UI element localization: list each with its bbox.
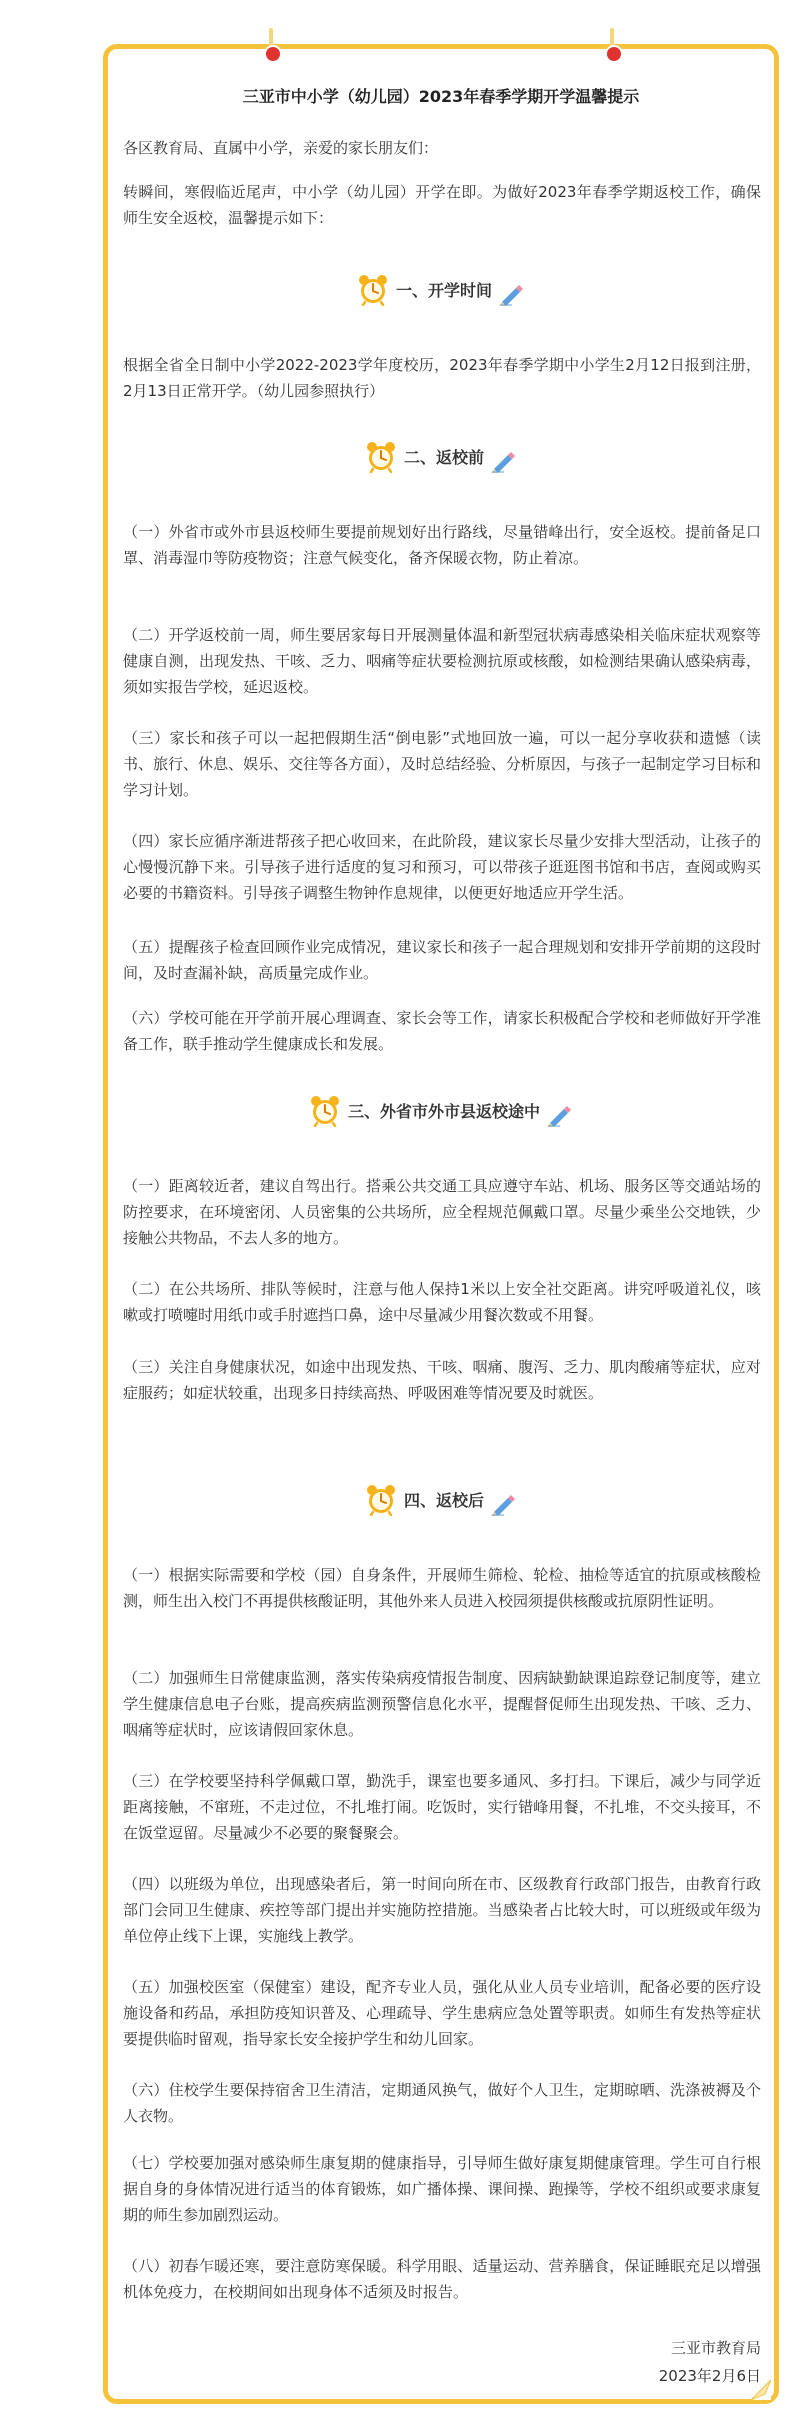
pencil-icon (498, 282, 524, 306)
signature-date: 2023年2月6日 (658, 2367, 761, 2385)
pencil-icon (490, 449, 516, 473)
alarm-clock-icon (310, 1093, 340, 1127)
pushpin-icon (603, 28, 621, 68)
section-heading-4 (103, 1479, 779, 1519)
pencil-icon (546, 1103, 572, 1127)
section-title: 二、返校前 (403, 447, 484, 467)
section-3-paragraph-3: （三）关注自身健康状况，如途中出现发热、干咳、咽痛、腹泻、乏力、肌肉酸痛等症状，应对症服药；如症状较重，出现多日持续高热、呼吸困难等情况要及时就医。 (123, 1358, 761, 1402)
section-4-paragraph-8: （八）初春乍暖还寒，要注意防寒保暖。科学用眼、适量运动、营养膳食，保证睡眠充足以增强机体免疫力，在校期间如出现身体不适须及时报告。 (123, 2257, 761, 2301)
section-heading-1 (103, 269, 779, 309)
alarm-clock-icon (366, 1482, 396, 1516)
section-heading-2 (103, 436, 779, 476)
section-title: 四、返校后 (403, 1490, 484, 1510)
section-2-paragraph-1: （一）外省市或外市县返校师生要提前规划好出行路线，尽量错峰出行，安全返校。提前备足口罩、消毒湿巾等防疫物资；注意气候变化，备齐保暖衣物，防止着凉。 (123, 523, 761, 567)
page-title: 三亚市中小学（幼儿园）2023年春季学期开学温馨提示 (242, 87, 640, 106)
pencil-icon (490, 1492, 516, 1516)
section-4-paragraph-6: （六）住校学生要保持宿舍卫生清洁，定期通风换气，做好个人卫生，定期晾晒、洗涤被褥及个人衣物。 (123, 2081, 761, 2125)
section-4-paragraph-1: （一）根据实际需要和学校（园）自身条件，开展师生筛检、轮检、抽检等适宜的抗原或核酸检测，师生出入校门不再提供核酸证明，其他外来人员进入校园须提供核酸或抗原阴性证明。 (123, 1566, 761, 1610)
section-2-paragraph-5: （五）提醒孩子检查回顾作业完成情况，建议家长和孩子一起合理规划和安排开学前期的这段时间，及时查漏补缺，高质量完成作业。 (123, 938, 761, 982)
section-2-paragraph-2: （二）开学返校前一周，师生要居家每日开展测量体温和新型冠状病毒感染相关临床症状观察等健康自测，出现发热、干咳、乏力、咽痛等症状要检测抗原或核酸，如检测结果确认感染病毒，须如实报告学校，延迟返校。 (123, 626, 761, 696)
section-4-paragraph-2: （二）加强师生日常健康监测，落实传染病疫情报告制度、因病缺勤缺课追踪登记制度等，建立学生健康信息电子台账，提高疾病监测预警信息化水平，提醒督促师生出现发热、干咳、乏力、咽痛等症状时，应该请假回家休息。 (123, 1669, 761, 1739)
section-3-paragraph-2: （二）在公共场所、排队等候时，注意与他人保持1米以上安全社交距离。讲究呼吸道礼仪，咳嗽或打喷嚏时用纸巾或手肘遮挡口鼻，途中尽量减少用餐次数或不用餐。 (123, 1280, 761, 1324)
section-title: 一、开学时间 (395, 280, 492, 300)
section-4-paragraph-7: （七）学校要加强对感染师生康复期的健康指导，引导师生做好康复期健康管理。学生可自行根据自身的身体情况进行适当的体育锻炼，如广播体操、课间操、跑操等，学校不组织或要求康复期的师生参加剧烈运动。 (123, 2154, 761, 2224)
intro-text: 转瞬间，寒假临近尾声，中小学（幼儿园）开学在即。为做好2023年春季学期返校工作，确保师生安全返校，温馨提示如下： (123, 183, 761, 227)
section-title: 三、外省市外市县返校途中 (347, 1101, 540, 1121)
greeting-text: 各区教育局、直属中小学，亲爱的家长朋友们： (123, 139, 439, 157)
section-4-paragraph-5: （五）加强校医室（保健室）建设，配齐专业人员，强化从业人员专业培训，配备必要的医疗设施设备和药品，承担防疫知识普及、心理疏导、学生患病应急处置等职责。如师生有发热等症状要提供临时留观，指导家长安全接护学生和幼儿回家。 (123, 1978, 761, 2048)
pushpin-icon (262, 28, 280, 68)
section-4-paragraph-3: （三）在学校要坚持科学佩戴口罩，勤洗手，课室也要多通风、多打扫。下课后，减少与同学近距离接触，不窜班，不走过位，不扎堆打闹。吃饭时，实行错峰用餐，不扎堆，不交头接耳，不在饭堂逗留。尽量减少不必要的聚餐聚会。 (123, 1772, 761, 1842)
alarm-clock-icon (366, 439, 396, 473)
section-heading-3 (103, 1090, 779, 1130)
alarm-clock-icon (358, 272, 388, 306)
section-2-paragraph-3: （三）家长和孩子可以一起把假期生活“倒电影”式地回放一遍，可以一起分享收获和遗憾（读书、旅行、休息、娱乐、交往等各方面），及时总结经验、分析原因，与孩子一起制定学习目标和学习计划。 (123, 729, 761, 799)
section-1-paragraph-1: 根据全省全日制中小学2022-2023学年度校历，2023年春季学期中小学生2月12日报到注册，2月13日正常开学。（幼儿园参照执行） (123, 356, 761, 400)
signature-organization: 三亚市教育局 (670, 2339, 761, 2357)
section-2-paragraph-4: （四）家长应循序渐进帮孩子把心收回来，在此阶段，建议家长尽量少安排大型活动，让孩子的心慢慢沉静下来。引导孩子进行适度的复习和预习，可以带孩子逛逛图书馆和书店，查阅或购买必要的书籍资料。引导孩子调整生物钟作息规律，以便更好地适应开学生活。 (123, 832, 761, 902)
section-2-paragraph-6: （六）学校可能在开学前开展心理调查、家长会等工作，请家长积极配合学校和老师做好开学准备工作，联手推动学生健康成长和发展。 (123, 1009, 761, 1053)
page-curl-icon (751, 2380, 771, 2400)
section-3-paragraph-1: （一）距离较近者，建议自驾出行。搭乘公共交通工具应遵守车站、机场、服务区等交通站场的防控要求，在环境密闭、人员密集的公共场所，应全程规范佩戴口罩。尽量少乘坐公交地铁，少接触公共物品，不去人多的地方。 (123, 1177, 761, 1247)
section-4-paragraph-4: （四）以班级为单位，出现感染者后，第一时间向所在市、区级教育行政部门报告，由教育行政部门会同卫生健康、疾控等部门提出并实施防控措施。当感染者占比较大时，可以班级或年级为单位停止线下上课，实施线上教学。 (123, 1875, 761, 1945)
